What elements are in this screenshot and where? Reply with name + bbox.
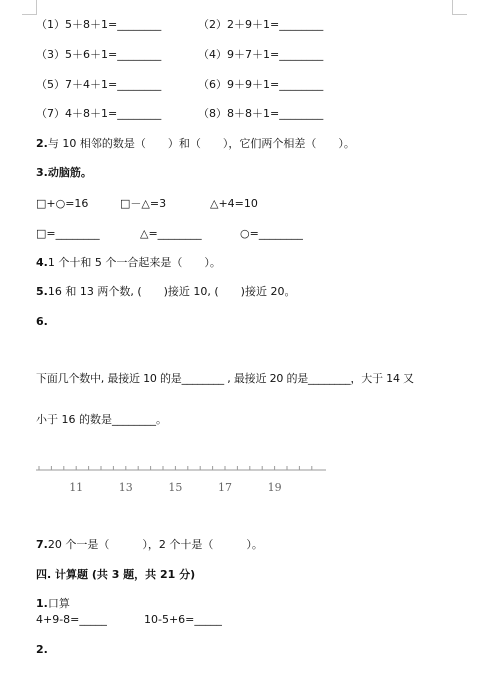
question-number: 7.	[36, 538, 48, 551]
question-number: 4.	[36, 256, 48, 269]
section-title: 四. 计算题 (共 3 题，共 21 分)	[36, 568, 196, 581]
shape-answer-circle: ○=________	[240, 227, 303, 240]
number-line	[36, 458, 336, 498]
number-line-label: 13	[118, 481, 133, 494]
oral-calc-1: 4+9-8=_____	[36, 613, 107, 626]
question-title: 口算	[47, 597, 70, 610]
question-text: 1 个十和 5 个一合起来是（ ）。	[47, 256, 221, 269]
question-text: 16 和 13 两个数, ( )接近 10, ( )接近 20。	[47, 285, 296, 298]
question-5	[36, 285, 295, 299]
section-4-question-2-number: 2.	[36, 643, 48, 656]
question-6-line-2: 小于 16 的数是________。	[36, 413, 167, 426]
question-text: 与 10 相邻的数是（ ）和（ ），它们两个相差（ ）。	[47, 137, 355, 150]
question-number: 3.	[36, 166, 48, 179]
calc-item-3: （3）5＋6＋1=________	[36, 48, 162, 61]
shape-answer-square: □=________	[36, 227, 100, 240]
calc-item-8: （8）8＋8＋1=________	[198, 107, 324, 120]
question-2	[36, 137, 355, 151]
page-corner-mark-left	[22, 0, 37, 15]
calc-item-1: （1）5＋8＋1=________	[36, 18, 162, 31]
oral-calc-2: 10-5+6=_____	[144, 613, 222, 626]
question-4	[36, 256, 221, 270]
page-corner-mark-right	[452, 0, 467, 15]
number-line-label: 19	[267, 481, 282, 494]
calc-item-6: （6）9＋9＋1=________	[198, 78, 324, 91]
section-4-question-1	[36, 597, 70, 611]
shape-answer-triangle: △=________	[140, 227, 202, 240]
question-7	[36, 538, 263, 552]
question-number: 1.	[36, 597, 48, 610]
calc-item-4: （4）9＋7＋1=________	[198, 48, 324, 61]
number-line-ticks	[39, 466, 312, 470]
calc-item-2: （2）2＋9＋1=________	[198, 18, 324, 31]
number-line-label: 17	[218, 481, 232, 494]
shape-equation-3: △+4=10	[210, 197, 258, 210]
question-6-line-1: 下面几个数中, 最接近 10 的是________ , 最接近 20 的是________，大于 14 又	[36, 372, 414, 385]
shape-equation-2: □－△=3	[120, 197, 167, 210]
question-3	[36, 166, 92, 180]
question-number: 5.	[36, 285, 48, 298]
question-6-number: 6.	[36, 315, 48, 328]
number-line-label: 11	[69, 481, 84, 494]
number-line-label: 15	[168, 481, 183, 494]
question-title: 动脑筋。	[47, 166, 92, 179]
calc-item-5: （5）7＋4＋1=________	[36, 78, 162, 91]
question-number: 2.	[36, 137, 48, 150]
shape-equation-1: □+○=16	[36, 197, 89, 210]
calc-item-7: （7）4＋8＋1=________	[36, 107, 162, 120]
number-line-labels	[69, 481, 281, 494]
question-text: 20 个一是（ ），2 个十是（ ）。	[47, 538, 263, 551]
